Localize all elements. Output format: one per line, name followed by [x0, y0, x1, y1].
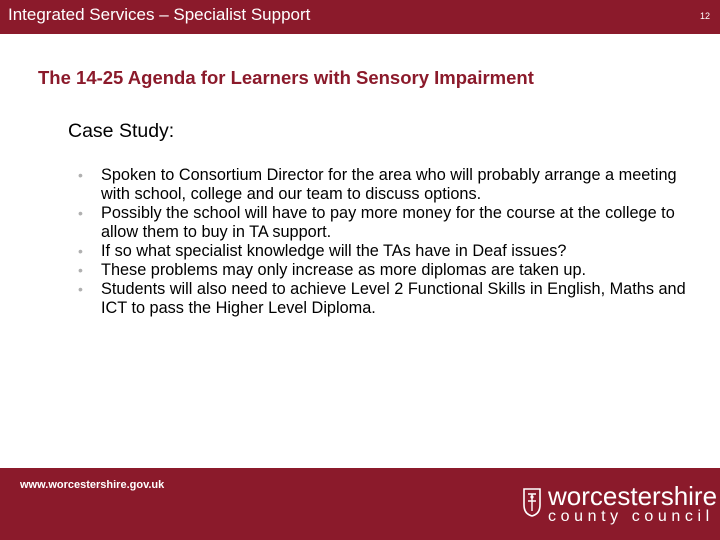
bullet-text: Possibly the school will have to pay more money for the course at the college to allow them to buy in TA support. — [101, 204, 675, 241]
bullet-dot-icon: • — [78, 262, 83, 278]
bullet-list — [78, 166, 698, 318]
bullet-item — [78, 280, 698, 318]
logo-subtitle: county council — [548, 508, 714, 525]
bullet-dot-icon: • — [78, 243, 83, 259]
bullet-dot-icon: • — [78, 205, 83, 221]
bullet-text: Students will also need to achieve Level 2 Functional Skills in English, Maths and ICT to pass the Higher Level Diploma. — [101, 280, 686, 317]
bullet-item — [78, 242, 698, 261]
case-study-heading: Case Study: — [68, 120, 175, 142]
bullet-dot-icon: • — [78, 281, 83, 297]
header-title: Integrated Services – Specialist Support — [8, 5, 311, 24]
bullet-item — [78, 204, 698, 242]
bullet-item — [78, 166, 698, 204]
crest-icon — [522, 487, 542, 517]
bullet-dot-icon: • — [78, 167, 83, 183]
footer-bar — [0, 468, 720, 540]
header-bar — [0, 0, 720, 34]
bullet-text: If so what specialist knowledge will the TAs have in Deaf issues? — [101, 242, 567, 260]
slide-title: The 14-25 Agenda for Learners with Sensory Impairment — [38, 67, 534, 88]
slide-number: 12 — [699, 11, 710, 21]
bullet-text: Spoken to Consortium Director for the area who will probably arrange a meeting with school, college and our team to discuss options. — [101, 166, 677, 203]
logo-wordmark: worcestershire — [548, 481, 718, 511]
footer-url-link[interactable]: www.worcestershire.gov.uk — [20, 479, 165, 491]
bullet-item — [78, 261, 698, 280]
bullet-text: These problems may only increase as more diplomas are taken up. — [101, 261, 587, 279]
